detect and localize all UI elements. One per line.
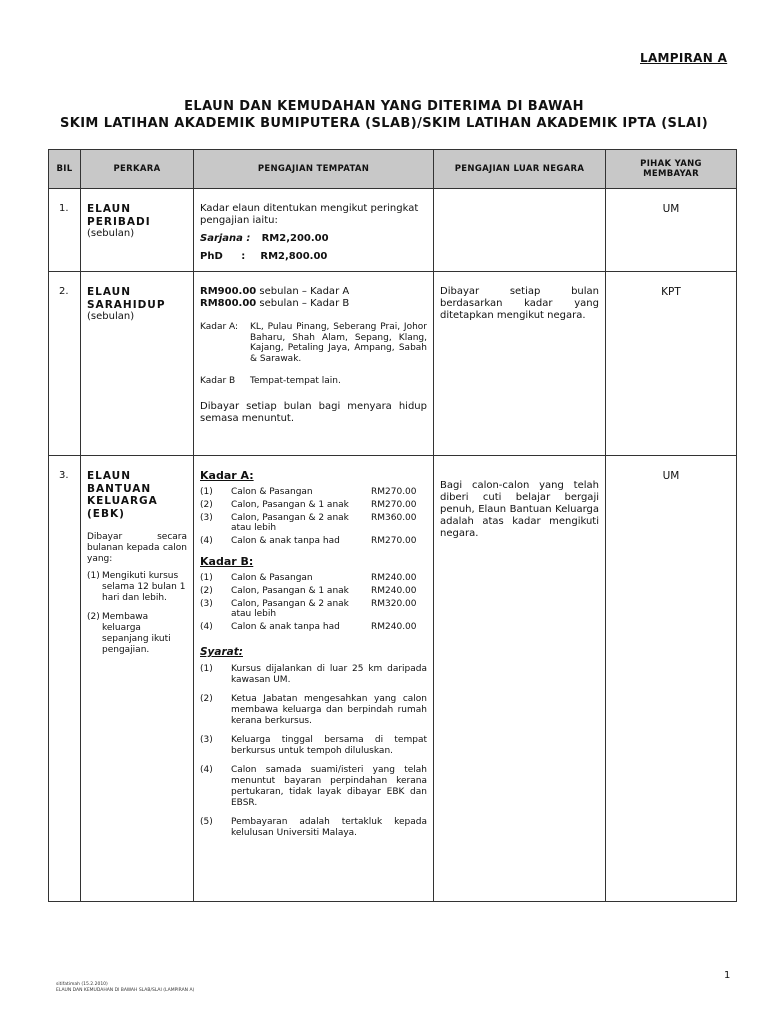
list-item: [200, 536, 427, 546]
luar-negara-text: Bagi calon-calon yang telah diberi cuti belajar bergaji penuh, Elaun Bantuan Keluarga adalah atas kadar mengikuti negara.: [440, 480, 599, 539]
rate-b-text: sebulan – Kadar B: [256, 298, 350, 309]
kadar-a-list: [200, 487, 427, 546]
condition-text: Membawa keluarga sepanjang ikuti pengajian.: [102, 612, 171, 655]
pihak-value: KPT: [661, 286, 681, 298]
item-text: Calon, Pasangan & 2 anak atau lebih: [231, 599, 349, 619]
item-text: Calon samada suami/isteri yang telah menuntut bayaran perpindahan kerana pertukaran, tidak layak dibayar EBK dan EBSR.: [231, 765, 427, 808]
item-text: Calon & Pasangan: [231, 573, 313, 583]
item-text: Keluarga tinggal bersama di tempat berkursus untuk tempoh diluluskan.: [231, 735, 427, 756]
perkara-title: ELAUN BANTUAN KELUARGA (EBK): [87, 470, 158, 520]
list-item: [200, 694, 427, 727]
list-item: [200, 487, 427, 497]
kadar-b-locations: [200, 376, 427, 387]
allowance-table: [48, 149, 737, 902]
header-pengajian-luar-negara: PENGAJIAN LUAR NEGARA: [434, 150, 606, 189]
row-number: 3.: [59, 470, 69, 481]
perkara-cell: [81, 456, 194, 902]
item-text: Pembayaran adalah tertakluk kepada kelulusan Universiti Malaya.: [231, 817, 427, 838]
row-number: 2.: [59, 286, 69, 297]
syarat-heading: Syarat:: [200, 646, 243, 658]
condition-number: (1): [87, 571, 100, 581]
kadar-b-heading: Kadar B:: [200, 555, 254, 568]
perkara-title: ELAUN SARAHIDUP: [87, 286, 166, 311]
item-amount: RM240.00: [371, 573, 417, 583]
item-amount: RM270.00: [371, 500, 417, 510]
item-text: Calon, Pasangan & 2 anak atau lebih: [231, 513, 349, 533]
list-item: [200, 573, 427, 583]
item-text: Calon & anak tanpa had: [231, 622, 340, 632]
header-pihak-membayar: PIHAK YANG MEMBAYAR: [606, 150, 737, 189]
kadar-b-list: [200, 573, 427, 632]
item-number: (3): [200, 513, 213, 523]
row-number-cell: [49, 272, 81, 456]
rate-intro: Kadar elaun ditentukan mengikut peringkat pengajian iaitu:: [200, 203, 419, 226]
list-item: [200, 586, 427, 596]
row-number-cell: [49, 456, 81, 902]
perkara-condition-1: [87, 571, 187, 604]
annex-label: LAMPIRAN A: [640, 51, 728, 65]
tempatan-cell: [194, 456, 434, 902]
condition-number: (2): [87, 612, 100, 622]
item-amount: RM240.00: [371, 586, 417, 596]
list-item: [200, 765, 427, 809]
header-pengajian-tempatan: PENGAJIAN TEMPATAN: [194, 150, 434, 189]
sarjana-rate: [200, 233, 427, 245]
item-number: (3): [200, 735, 213, 745]
phd-label: PhD: [200, 251, 223, 262]
item-number: (4): [200, 622, 213, 632]
row-number: 1.: [59, 203, 69, 214]
kadar-a-heading: Kadar A:: [200, 469, 254, 482]
perkara-subtitle: (sebulan): [87, 311, 135, 322]
item-text: Calon & Pasangan: [231, 487, 313, 497]
kadar-b-text: Tempat-tempat lain.: [250, 376, 341, 386]
item-text: Calon & anak tanpa had: [231, 536, 340, 546]
luar-negara-cell: [434, 189, 606, 272]
pihak-value: UM: [662, 470, 680, 482]
item-amount: RM240.00: [371, 622, 417, 632]
rate-b: [200, 298, 427, 310]
list-item: [200, 513, 427, 533]
item-number: (3): [200, 599, 213, 609]
pihak-cell: [606, 456, 737, 902]
condition-text: Mengikuti kursus selama 12 bulan 1 hari dan lebih.: [102, 571, 186, 603]
page-number: 1: [724, 970, 731, 981]
phd-value: RM2,800.00: [260, 251, 328, 262]
payment-note: Dibayar setiap bulan bagi menyara hidup semasa menuntut.: [200, 400, 427, 424]
footer-document-name: ELAUN DAN KEMUDAHAN DI BAWAH SLAB/SLAI (LAMPIRAN A): [56, 988, 195, 993]
luar-negara-text: Dibayar setiap bulan berdasarkan kadar yang ditetapkan mengikut negara.: [440, 286, 599, 321]
table-row: [49, 272, 737, 456]
list-item: [200, 817, 427, 839]
document-title-line-1: ELAUN DAN KEMUDAHAN YANG DITERIMA DI BAWAH: [184, 99, 584, 114]
item-number: (4): [200, 765, 213, 775]
perkara-description: Dibayar secara bulanan kepada calon yang:: [87, 532, 187, 564]
luar-negara-text: [434, 189, 605, 205]
tempatan-cell: [194, 189, 434, 272]
item-number: (2): [200, 500, 213, 510]
rate-b-amount: RM800.00: [200, 298, 257, 309]
luar-negara-cell: [434, 456, 606, 902]
tempatan-cell: [194, 272, 434, 456]
item-text: Kursus dijalankan di luar 25 km daripada kawasan UM.: [231, 664, 427, 685]
kadar-a-text: KL, Pulau Pinang, Seberang Prai, Johor Baharu, Shah Alam, Sepang, Klang, Kajang, Petaling Jaya, Ampang, Sabah & Sarawak.: [250, 322, 427, 364]
kadar-a-label: Kadar A:: [200, 322, 239, 332]
list-item: [200, 599, 427, 619]
header-perkara: PERKARA: [81, 150, 194, 189]
pihak-cell: [606, 189, 737, 272]
perkara-condition-2: [87, 612, 187, 656]
list-item: [200, 735, 427, 757]
item-amount: RM270.00: [371, 487, 417, 497]
item-amount: RM270.00: [371, 536, 417, 546]
perkara-cell: [81, 189, 194, 272]
table-row: [49, 456, 737, 902]
perkara-title: ELAUN PERIBADI: [87, 203, 151, 228]
sarjana-label: Sarjana :: [200, 233, 251, 244]
item-number: (4): [200, 536, 213, 546]
item-text: Ketua Jabatan mengesahkan yang calon membawa keluarga dan berpindah rumah kerana berkursus.: [231, 694, 427, 726]
item-number: (1): [200, 664, 213, 674]
document-title-line-2: SKIM LATIHAN AKADEMIK BUMIPUTERA (SLAB)/SKIM LATIHAN AKADEMIK IPTA (SLAI): [59, 116, 709, 131]
footer-author: sitifatimah (15.2.2010): [56, 982, 108, 987]
sarjana-value: RM2,200.00: [261, 233, 329, 244]
pihak-value: UM: [662, 203, 680, 215]
list-item: [200, 622, 427, 632]
table-header-row: [49, 150, 737, 189]
rate-a-amount: RM900.00: [200, 286, 257, 297]
perkara-subtitle: (sebulan): [87, 228, 135, 239]
rate-a-text: sebulan – Kadar A: [256, 286, 350, 297]
phd-separator: :: [241, 251, 246, 262]
item-amount: RM360.00: [371, 513, 417, 523]
item-number: (1): [200, 487, 213, 497]
kadar-b-label: Kadar B: [200, 376, 236, 386]
item-amount: RM320.00: [371, 599, 417, 609]
list-item: [200, 664, 427, 686]
rate-a: [200, 286, 427, 298]
item-number: (1): [200, 573, 213, 583]
item-text: Calon, Pasangan & 1 anak: [231, 586, 349, 596]
luar-negara-cell: [434, 272, 606, 456]
item-number: (5): [200, 817, 213, 827]
item-number: (2): [200, 694, 213, 704]
item-text: Calon, Pasangan & 1 anak: [231, 500, 349, 510]
row-number-cell: [49, 189, 81, 272]
item-number: (2): [200, 586, 213, 596]
perkara-cell: [81, 272, 194, 456]
table-row: [49, 189, 737, 272]
syarat-list: [200, 664, 427, 839]
list-item: [200, 500, 427, 510]
kadar-a-locations: [200, 322, 427, 364]
phd-rate: [200, 251, 427, 263]
pihak-cell: [606, 272, 737, 456]
header-bil: BIL: [49, 150, 81, 189]
